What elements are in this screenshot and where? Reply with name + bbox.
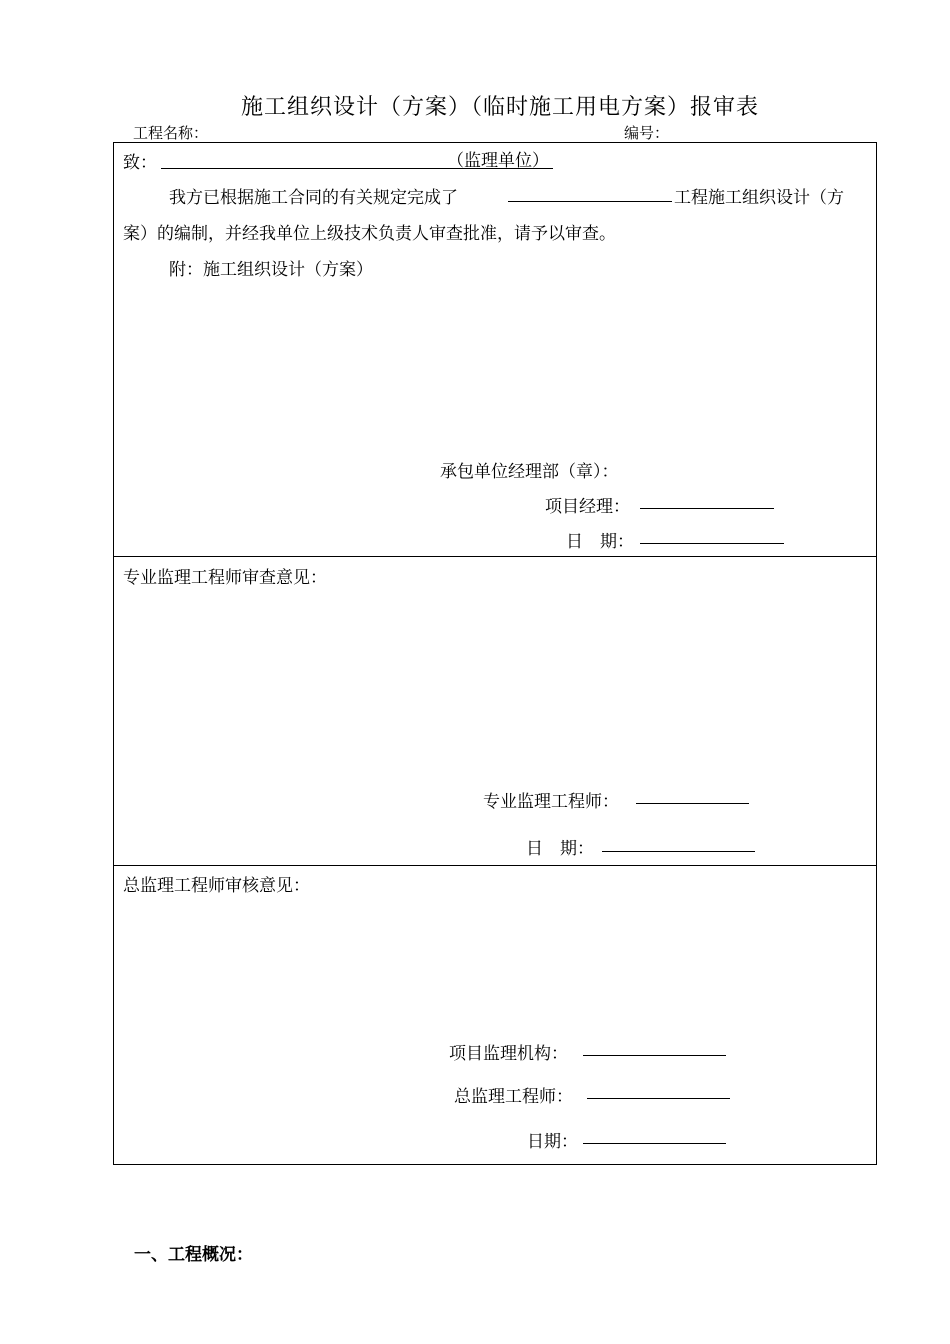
chief-date-field[interactable] [583, 1125, 726, 1144]
project-blank-field[interactable] [508, 181, 672, 202]
attachment-text: 附：施工组织设计（方案） [169, 260, 373, 280]
row-divider-2 [114, 865, 876, 866]
chief-engineer-field[interactable] [587, 1080, 730, 1099]
specialist-date-label: 日 期： [526, 839, 594, 859]
specialist-engineer-field[interactable] [636, 785, 749, 804]
body-text-part1: 我方已根据施工合同的有关规定完成了 [169, 188, 458, 208]
chief-date-label: 日期： [527, 1132, 578, 1152]
contractor-seal-label: 承包单位经理部（章）： [440, 462, 619, 482]
chief-engineer-label: 总监理工程师： [454, 1087, 573, 1107]
chief-opinion-label: 总监理工程师审核意见： [123, 876, 310, 896]
supervision-unit-label: （监理单位） [447, 151, 549, 171]
to-label: 致： [123, 153, 157, 173]
chief-opinion-area[interactable] [130, 898, 860, 1018]
contractor-date-field[interactable] [640, 525, 784, 544]
specialist-engineer-label: 专业监理工程师： [483, 792, 619, 812]
number-label: 编号： [624, 124, 670, 142]
specialist-opinion-label: 专业监理工程师审查意见： [123, 568, 327, 588]
body-text-part2: 工程施工组织设计（方 [674, 188, 844, 208]
section-heading-project-overview: 一、工程概况： [134, 1245, 253, 1265]
body-text-line2: 案）的编制，并经我单位上级技术负责人审查批准，请予以审查。 [123, 224, 616, 244]
project-name-label: 工程名称： [133, 124, 209, 142]
specialist-date-field[interactable] [602, 833, 755, 852]
specialist-opinion-area[interactable] [130, 590, 860, 770]
row-divider-1 [114, 556, 876, 557]
project-manager-field[interactable] [640, 490, 774, 509]
supervision-org-label: 项目监理机构： [449, 1044, 568, 1064]
project-manager-label: 项目经理： [545, 497, 630, 517]
contractor-date-label: 日 期： [566, 532, 634, 552]
supervision-org-field[interactable] [583, 1037, 726, 1056]
form-title: 施工组织设计（方案）（临时施工用电方案）报审表 [240, 95, 759, 120]
